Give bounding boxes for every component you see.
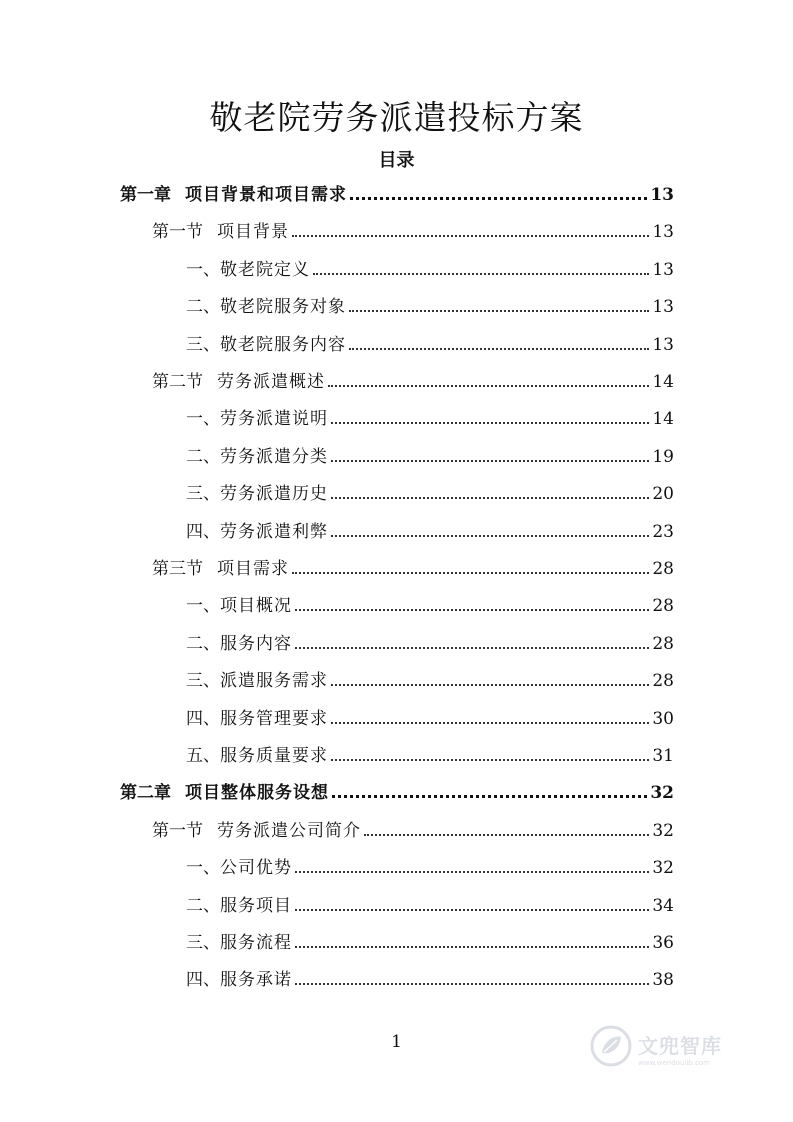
toc-entry-label: 劳务派遣概述: [217, 372, 325, 392]
toc-leader-dots: [331, 497, 649, 499]
toc-entry-number: 第一章: [120, 185, 171, 205]
toc-leader-dots: [328, 385, 649, 387]
toc-entry-page: 32: [652, 858, 674, 878]
toc-entry[interactable]: [186, 443, 674, 471]
toc-entry-number: 三、: [186, 671, 220, 691]
toc-entry[interactable]: [120, 181, 674, 209]
toc-entry[interactable]: [186, 705, 674, 733]
toc-entry-label: 劳务派遣分类: [220, 447, 328, 467]
toc-entry-number: 第二节: [152, 372, 203, 392]
toc-entry-page: 13: [652, 260, 674, 280]
toc-entry-page: 36: [652, 933, 674, 953]
toc-entry-page: 14: [652, 409, 674, 429]
toc-entry-label: 公司优势: [220, 858, 292, 878]
toc-entry[interactable]: [152, 218, 674, 246]
toc-entry-page: 28: [652, 559, 674, 579]
toc-entry[interactable]: [186, 592, 674, 620]
toc-entry-number: 三、: [186, 335, 220, 355]
toc-entry-page: 32: [650, 783, 674, 803]
toc-entry-page: 20: [652, 484, 674, 504]
toc-leader-dots: [331, 422, 649, 424]
toc-entry-page: 28: [652, 634, 674, 654]
toc-entry[interactable]: [186, 518, 674, 546]
toc-entry-page: 32: [652, 821, 674, 841]
toc-entry[interactable]: [186, 256, 674, 284]
toc-entry-label: 服务项目: [220, 896, 292, 916]
toc-entry-number: 第二章: [120, 783, 171, 803]
toc-entry-label: 派遣服务需求: [220, 671, 328, 691]
toc-entry-number: 三、: [186, 484, 220, 504]
toc-entry[interactable]: [186, 929, 674, 957]
toc-entry-number: 一、: [186, 409, 220, 429]
leaf-logo-icon: [590, 1025, 632, 1071]
toc-leader-dots: [364, 834, 649, 836]
toc-leader-dots: [331, 722, 649, 724]
toc-entry-number: 三、: [186, 933, 220, 953]
toc-entry-page: 28: [652, 596, 674, 616]
toc-entry[interactable]: [186, 742, 674, 770]
toc-entry[interactable]: [152, 817, 674, 845]
toc-leader-dots: [295, 647, 649, 649]
toc-entry-page: 13: [652, 297, 674, 317]
toc-entry[interactable]: [186, 854, 674, 882]
toc-heading: 目录: [378, 150, 415, 171]
toc-entry-number: 五、: [186, 746, 220, 766]
toc-entry[interactable]: [186, 667, 674, 695]
toc-entry-page: 19: [652, 447, 674, 467]
toc-leader-dots: [350, 197, 647, 200]
toc-leader-dots: [295, 871, 649, 873]
toc-entry-number: 二、: [186, 634, 220, 654]
toc-entry[interactable]: [186, 892, 674, 920]
toc-entry[interactable]: [120, 779, 674, 807]
toc-entry-number: 一、: [186, 260, 220, 280]
toc-entry-page: 34: [652, 896, 674, 916]
toc-entry-label: 服务内容: [220, 634, 292, 654]
toc-entry-number: 二、: [186, 896, 220, 916]
toc-leader-dots: [332, 795, 647, 798]
toc-entry-label: 敬老院服务对象: [220, 297, 346, 317]
page-title: 敬老院劳务派遣投标方案: [209, 98, 584, 137]
watermark: [590, 1020, 760, 1076]
toc-leader-dots: [295, 609, 649, 611]
toc-entry-page: 13: [652, 222, 674, 242]
toc-entry[interactable]: [186, 966, 674, 994]
toc-entry[interactable]: [186, 630, 674, 658]
toc-entry-page: 13: [650, 185, 674, 205]
toc-entry-page: 23: [652, 522, 674, 542]
toc-leader-dots: [331, 535, 649, 537]
toc-entry-label: 劳务派遣公司简介: [217, 821, 361, 841]
toc-entry-label: 敬老院服务内容: [220, 335, 346, 355]
toc-entry-label: 项目整体服务设想: [185, 783, 329, 803]
toc-entry-number: 四、: [186, 522, 220, 542]
toc-entry-label: 项目需求: [217, 559, 289, 579]
toc-entry[interactable]: [186, 405, 674, 433]
toc-entry-number: 二、: [186, 447, 220, 467]
toc-entry-number: 二、: [186, 297, 220, 317]
toc-entry-label: 服务流程: [220, 933, 292, 953]
toc-entry-number: 第三节: [152, 559, 203, 579]
toc-entry-page: 30: [652, 709, 674, 729]
toc-leader-dots: [331, 460, 649, 462]
toc-entry-label: 服务承诺: [220, 970, 292, 990]
toc-entry-number: 四、: [186, 970, 220, 990]
toc-entry-number: 四、: [186, 709, 220, 729]
toc-entry-label: 项目背景: [217, 222, 289, 242]
toc-leader-dots: [331, 759, 649, 761]
toc-entry-label: 劳务派遣历史: [220, 484, 328, 504]
toc-leader-dots: [349, 348, 649, 350]
toc-entry[interactable]: [152, 555, 674, 583]
toc-entry[interactable]: [186, 331, 674, 359]
toc-entry[interactable]: [186, 480, 674, 508]
watermark-url: www.wendoulib.com: [638, 1058, 710, 1067]
toc-leader-dots: [313, 273, 649, 275]
toc-entry-page: 38: [652, 970, 674, 990]
toc-entry-page: 28: [652, 671, 674, 691]
toc-leader-dots: [292, 235, 649, 237]
toc-entry-label: 项目背景和项目需求: [185, 185, 347, 205]
toc-entry-label: 服务质量要求: [220, 746, 328, 766]
toc-leader-dots: [292, 572, 649, 574]
toc-entry[interactable]: [186, 293, 674, 321]
toc-entry-label: 服务管理要求: [220, 709, 328, 729]
toc-entry-label: 敬老院定义: [220, 260, 310, 280]
toc-leader-dots: [349, 310, 649, 312]
toc-entry-page: 13: [652, 335, 674, 355]
toc-entry-label: 项目概况: [220, 596, 292, 616]
toc-leader-dots: [295, 909, 649, 911]
toc-leader-dots: [295, 983, 649, 985]
toc-entry-number: 第一节: [152, 821, 203, 841]
toc-entry-page: 14: [652, 372, 674, 392]
toc-leader-dots: [331, 684, 649, 686]
toc-entry-number: 一、: [186, 858, 220, 878]
toc-entry-label: 劳务派遣说明: [220, 409, 328, 429]
toc-entry[interactable]: [152, 368, 674, 396]
toc-leader-dots: [295, 946, 649, 948]
toc-entry-label: 劳务派遣利弊: [220, 522, 328, 542]
watermark-name: 文兜智库: [638, 1033, 722, 1058]
toc-entry-number: 第一节: [152, 222, 203, 242]
page-number: 1: [391, 1032, 402, 1052]
toc-entry-page: 31: [652, 746, 674, 766]
toc-entry-number: 一、: [186, 596, 220, 616]
